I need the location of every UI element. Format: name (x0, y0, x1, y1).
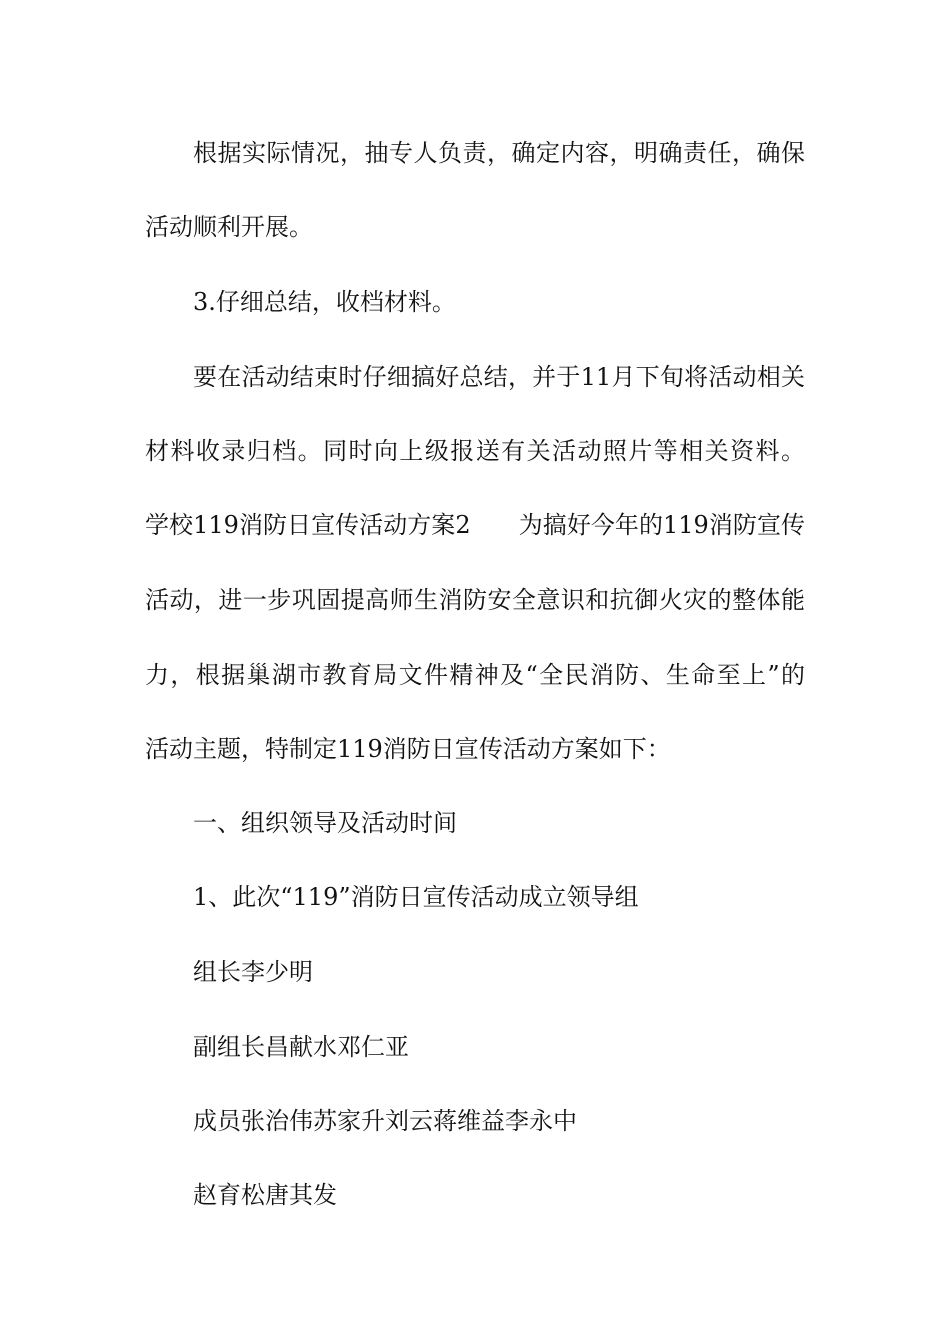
paragraph-line: 要在活动结束时仔细搞好总结，并于11月下旬将活动相关 (193, 363, 805, 391)
paragraph-line: 根据实际情况，抽专人负责，确定内容，明确责任，确保 (193, 139, 805, 167)
paragraph-line: 力，根据巢湖市教育局文件精神及“全民消防、生命至上”的 (145, 661, 805, 689)
list-item: 1、此次“119”消防日宣传活动成立领导组 (193, 883, 639, 911)
paragraph-line: 活动顺利开展。 (145, 213, 313, 241)
section-heading: 3.仔细总结，收档材料。 (193, 288, 456, 316)
list-item: 组长李少明 (193, 958, 313, 986)
paragraph-line: 材料收录归档。同时向上级报送有关活动照片等相关资料。 (145, 437, 805, 465)
list-item: 成员张治伟苏家升刘云蒋维益李永中 (193, 1107, 577, 1135)
section-heading: 一、组织领导及活动时间 (193, 809, 457, 837)
list-item: 副组长昌献水邓仁亚 (193, 1033, 409, 1061)
list-item: 赵育松唐其发 (193, 1181, 337, 1209)
paragraph-line: 活动，进一步巩固提高师生消防安全意识和抗御火灾的整体能 (145, 586, 805, 614)
document-title-line: 学校119消防日宣传活动方案2 为搞好今年的119消防宣传 (145, 511, 805, 539)
paragraph-line: 活动主题，特制定119消防日宣传活动方案如下： (145, 735, 671, 763)
